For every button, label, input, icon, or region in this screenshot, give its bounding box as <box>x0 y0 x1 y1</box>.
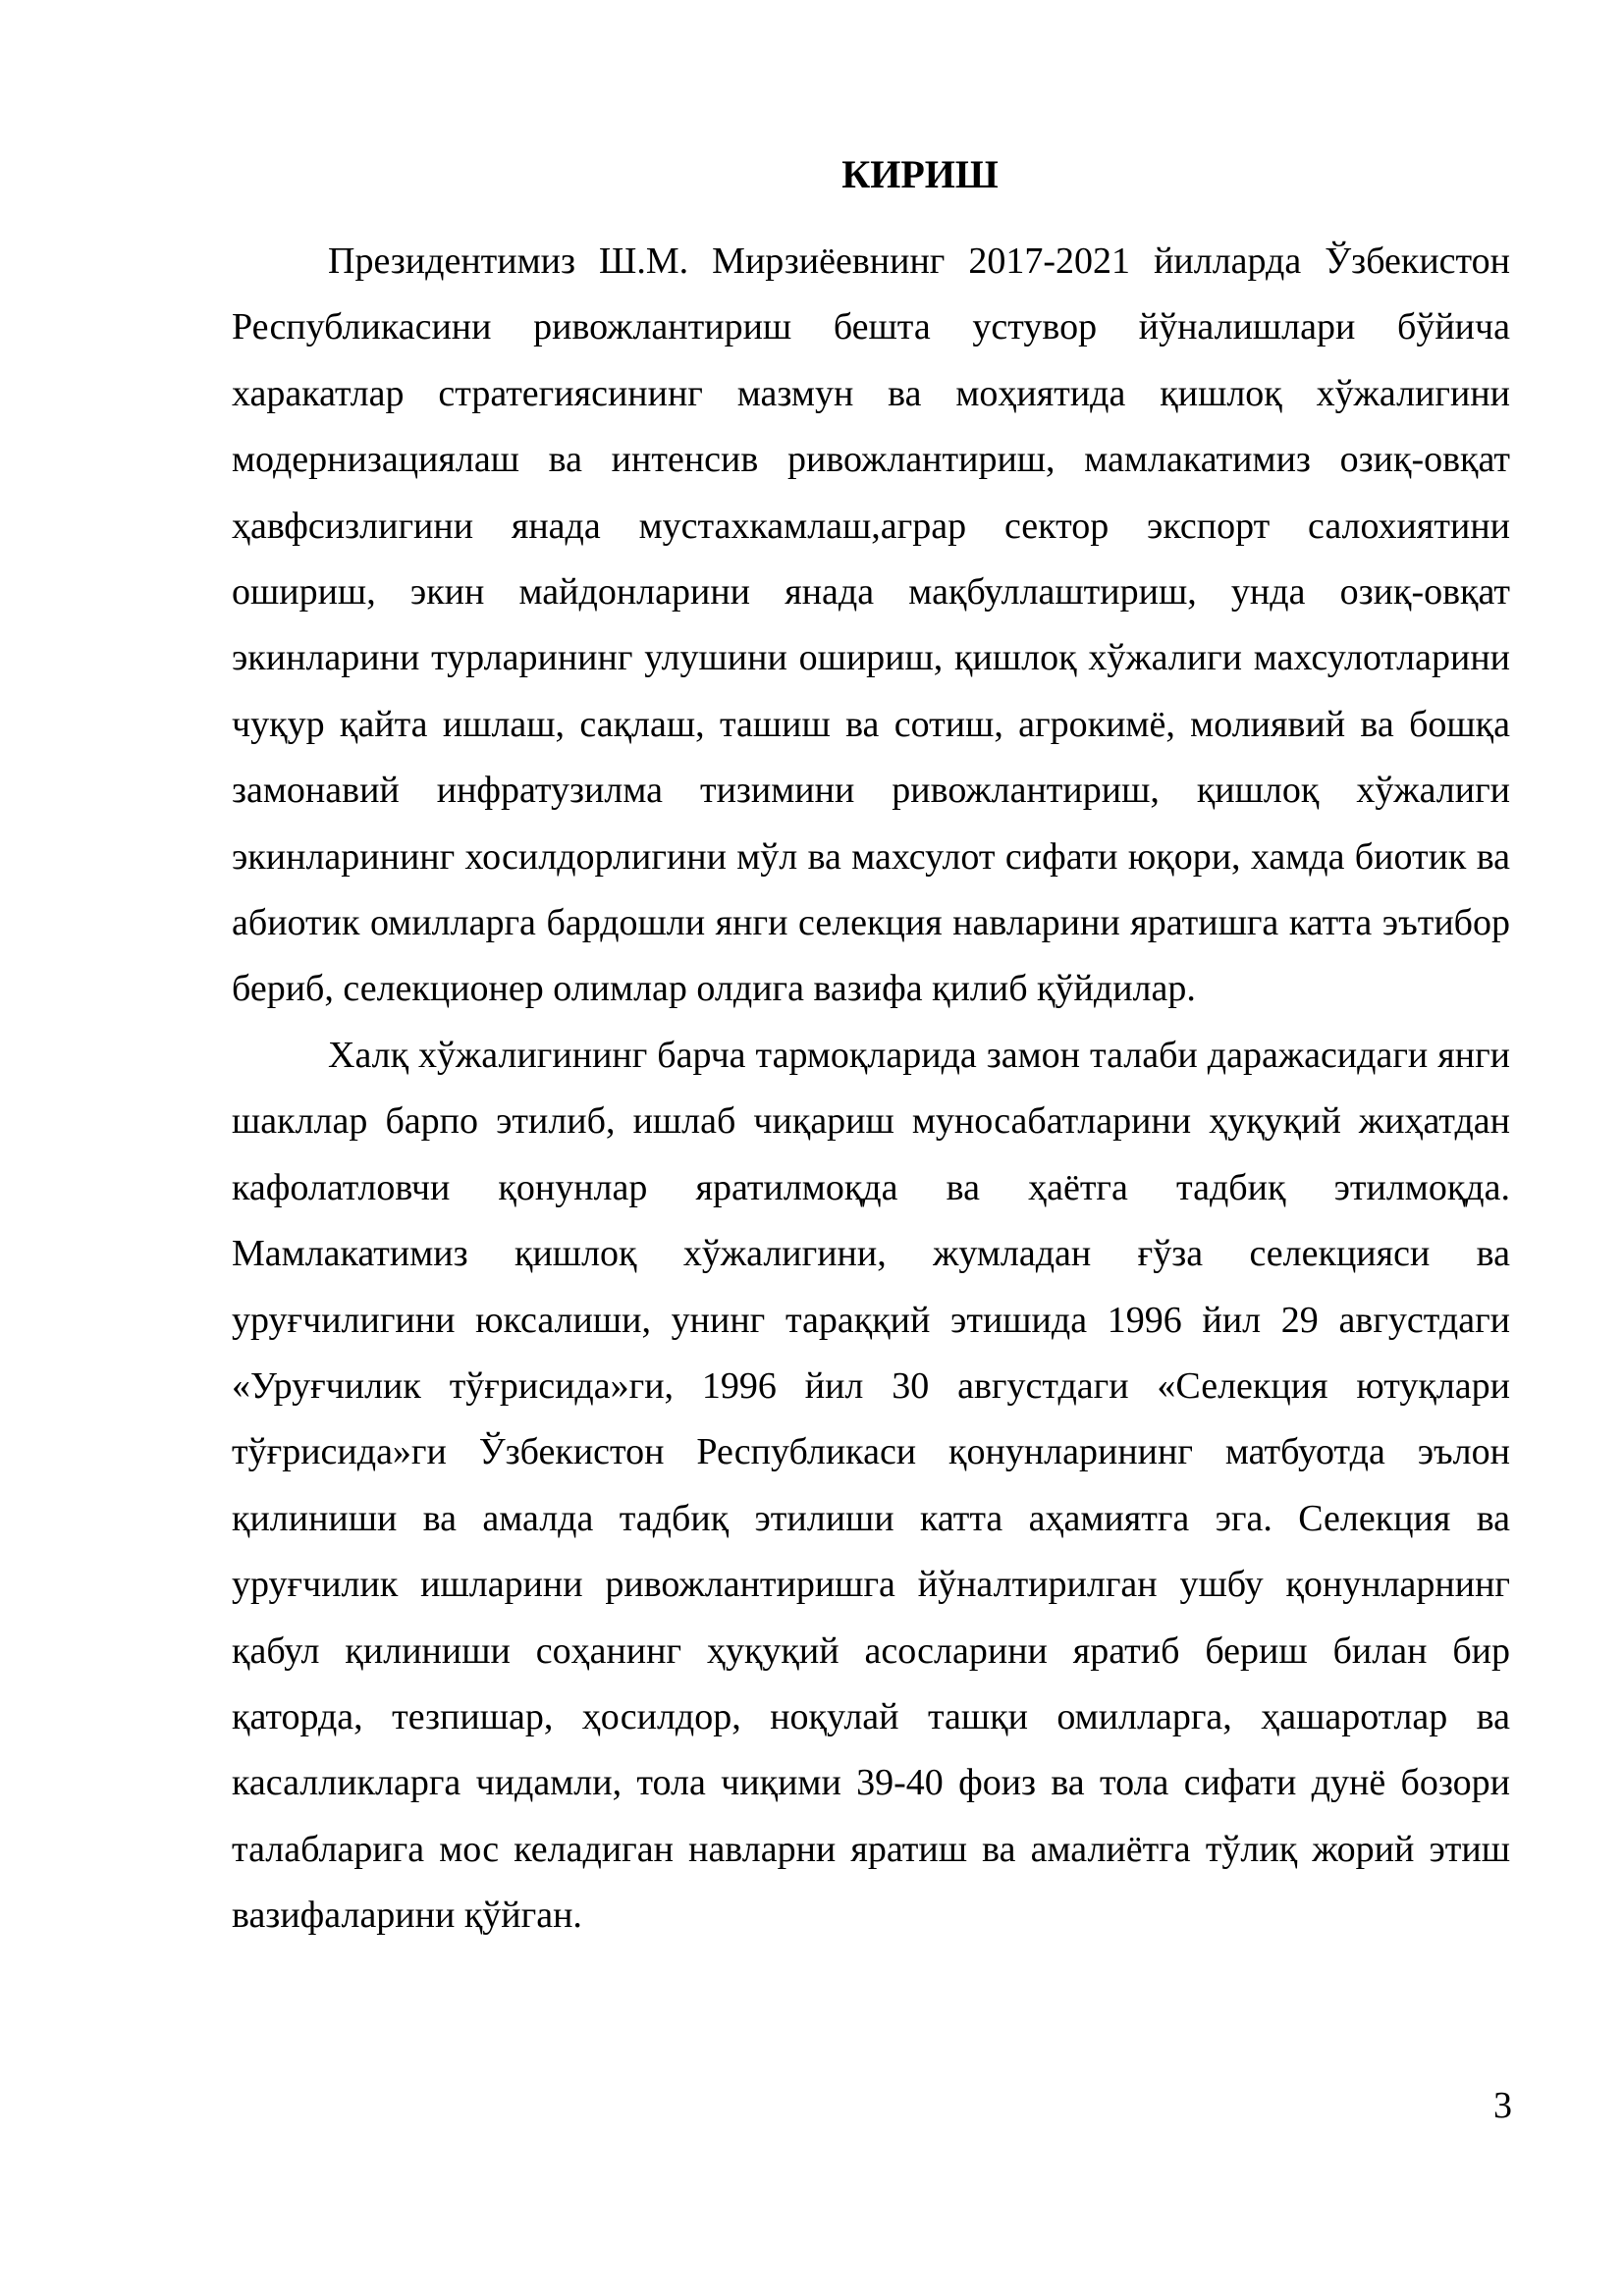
section-heading: КИРИШ <box>841 152 999 196</box>
paragraph-1: Президентимиз Ш.М. Мирзиёевнинг 2017-2021 йилларда Ўзбекистон Республикасини ривожлантириш бешта устувор йўналишлари бўйича харакатлар стратегиясининг мазмун ва моҳиятида қишлоқ хўжалигини модернизациялаш ва интенсив ривожлантириш, мамлакатимиз озиқ-овқат ҳавфсизлигини янада мустахкамлаш,аграр сектор экспорт салохиятини ошириш, экин майдонларини янада мақбуллаштириш, унда озиқ-овқат экинларини турларининг улушини ошириш, қишлоқ хўжалиги махсулотларини чуқур қайта ишлаш, сақлаш, ташиш ва сотиш, агрокимё, молиявий ва бошқа замонавий инфратузилма тизимини ривожлантириш, қишлоқ хўжалиги экинларининг хосилдорлигини мўл ва махсулот сифати юқори, хамда биотик ва абиотик омилларга бардошли янги селекция навларини яратишга катта эътибор бериб, селекционер олимлар олдига вазифа қилиб қўйдилар. <box>232 240 1510 1010</box>
paragraph-2: Халқ хўжалигининг барча тармоқларида замон талаби даражасидаги янги шакллар барпо этилиб, ишлаб чиқариш муносабатларини ҳуқуқий жиҳатдан кафолатловчи қонунлар яратилмоқда ва ҳаётга тадбиқ этилмоқда. Мамлакатимиз қишлоқ хўжалигини, жумладан ғўза селекцияси ва уруғчилигини юксалиши, унинг тараққий этишида 1996 йил 29 августдаги «Уруғчилик тўғрисида»ги, 1996 йил 30 августдаги «Селекция ютуқлари тўғрисида»ги Ўзбекистон Республикаси қонунларининг матбуотда эълон қилиниши ва амалда тадбиқ этилиши катта аҳамиятга эга. Селекция ва уруғчилик ишларини ривожлантиришга йўналтирилган ушбу қонунларнинг қабул қилиниши соҳанинг ҳуқуқий асосларини яратиб бериш билан бир қаторда, тезпишар, ҳосилдор, ноқулай ташқи омилларга, ҳашаротлар ва касалликларга чидамли, тола чиқими 39-40 фоиз ва тола сифати дунё бозори талабларига мос келадиган навларни яратиш ва амалиётга тўлиқ жорий этиш вазифаларини қўйган. <box>232 1034 1510 1937</box>
body-text <box>232 229 1510 1949</box>
page-number: 3 <box>1493 2085 1512 2126</box>
